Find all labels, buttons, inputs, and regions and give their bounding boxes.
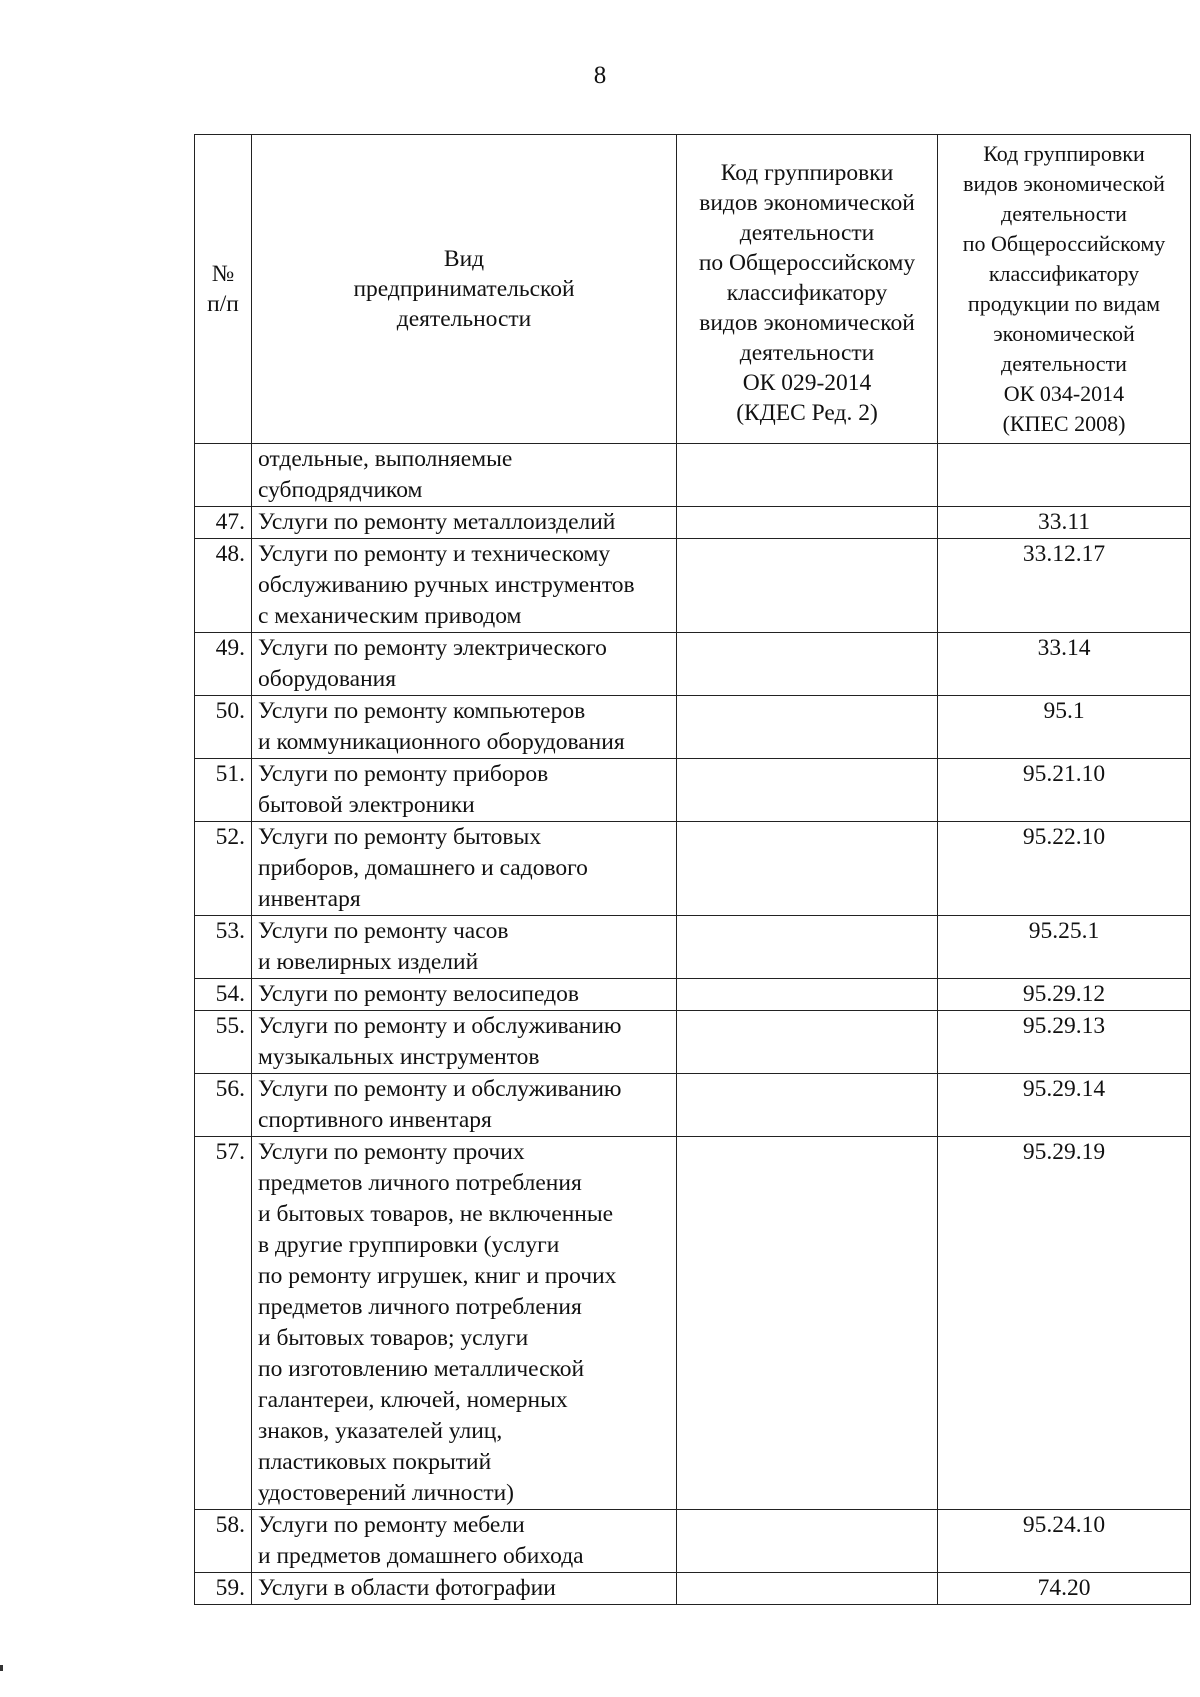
row-okpd-code: 95.24.10 bbox=[938, 1510, 1191, 1573]
row-okpd-code: 95.25.1 bbox=[938, 916, 1191, 979]
table-row bbox=[195, 759, 1191, 822]
row-okved-code bbox=[677, 633, 938, 696]
row-number bbox=[195, 444, 252, 507]
row-okved-code bbox=[677, 822, 938, 916]
header-okpd-code: Код группировки видов экономической деятельности по Общероссийскому классификатору продукции по видам экономической деятельности ОК 034-2014 (КПЕС 2008) bbox=[938, 135, 1191, 444]
table-row bbox=[195, 916, 1191, 979]
row-number: 49. bbox=[195, 633, 252, 696]
table-row bbox=[195, 1074, 1191, 1137]
row-okpd-code: 33.12.17 bbox=[938, 539, 1191, 633]
row-okpd-code: 95.22.10 bbox=[938, 822, 1191, 916]
row-activity-name: Услуги в области фотографии bbox=[252, 1573, 677, 1605]
row-number: 59. bbox=[195, 1573, 252, 1605]
table-row bbox=[195, 979, 1191, 1011]
row-okpd-code: 33.14 bbox=[938, 633, 1191, 696]
row-number: 47. bbox=[195, 507, 252, 539]
row-okved-code bbox=[677, 696, 938, 759]
row-activity-name: Услуги по ремонту металлоизделий bbox=[252, 507, 677, 539]
row-number: 50. bbox=[195, 696, 252, 759]
table-header-row bbox=[195, 135, 1191, 444]
row-activity-name: Услуги по ремонту электрического оборудования bbox=[252, 633, 677, 696]
row-number: 53. bbox=[195, 916, 252, 979]
row-okved-code bbox=[677, 539, 938, 633]
header-okved-code: Код группировки видов экономической деятельности по Общероссийскому классификатору видов экономической деятельности ОК 029-2014 (КДЕС Ред. 2) bbox=[677, 135, 938, 444]
row-activity-name: Услуги по ремонту компьютеров и коммуникационного оборудования bbox=[252, 696, 677, 759]
row-okpd-code: 95.29.13 bbox=[938, 1011, 1191, 1074]
row-okved-code bbox=[677, 1137, 938, 1510]
row-okved-code bbox=[677, 1573, 938, 1605]
header-number: № п/п bbox=[195, 135, 252, 444]
row-activity-name: отдельные, выполняемые субподрядчиком bbox=[252, 444, 677, 507]
row-okved-code bbox=[677, 1074, 938, 1137]
row-number: 51. bbox=[195, 759, 252, 822]
row-number: 58. bbox=[195, 1510, 252, 1573]
row-okved-code bbox=[677, 979, 938, 1011]
row-okpd-code: 74.20 bbox=[938, 1573, 1191, 1605]
table-row bbox=[195, 539, 1191, 633]
row-activity-name: Услуги по ремонту и техническому обслуживанию ручных инструментов с механическим приводом bbox=[252, 539, 677, 633]
row-activity-name: Услуги по ремонту и обслуживанию спортивного инвентаря bbox=[252, 1074, 677, 1137]
table-row bbox=[195, 1011, 1191, 1074]
row-activity-name: Услуги по ремонту бытовых приборов, домашнего и садового инвентаря bbox=[252, 822, 677, 916]
scan-edge-mark bbox=[0, 1665, 3, 1671]
page-number: 8 bbox=[593, 62, 607, 89]
row-activity-name: Услуги по ремонту приборов бытовой электроники bbox=[252, 759, 677, 822]
row-okpd-code: 95.29.12 bbox=[938, 979, 1191, 1011]
table-row bbox=[195, 1510, 1191, 1573]
table-row bbox=[195, 822, 1191, 916]
activity-codes-table bbox=[194, 134, 1191, 1605]
row-number: 48. bbox=[195, 539, 252, 633]
row-number: 56. bbox=[195, 1074, 252, 1137]
row-okpd-code: 33.11 bbox=[938, 507, 1191, 539]
row-activity-name: Услуги по ремонту мебели и предметов домашнего обихода bbox=[252, 1510, 677, 1573]
row-activity-name: Услуги по ремонту велосипедов bbox=[252, 979, 677, 1011]
row-activity-name: Услуги по ремонту прочих предметов личного потребления и бытовых товаров, не включенные в другие группировки (услуги по ремонту игрушек, книг и прочих предметов личного потребления и бытовых товаров; услуги по изготовлению металлической галантереи, ключей, номерных знаков, указателей улиц, пластиковых покрытий удостоверений личности) bbox=[252, 1137, 677, 1510]
row-okpd-code: 95.1 bbox=[938, 696, 1191, 759]
row-okpd-code: 95.21.10 bbox=[938, 759, 1191, 822]
row-number: 55. bbox=[195, 1011, 252, 1074]
row-activity-name: Услуги по ремонту часов и ювелирных изделий bbox=[252, 916, 677, 979]
row-okved-code bbox=[677, 507, 938, 539]
row-activity-name: Услуги по ремонту и обслуживанию музыкальных инструментов bbox=[252, 1011, 677, 1074]
row-number: 52. bbox=[195, 822, 252, 916]
table-row bbox=[195, 1137, 1191, 1510]
row-okpd-code: 95.29.19 bbox=[938, 1137, 1191, 1510]
table-row bbox=[195, 507, 1191, 539]
row-okved-code bbox=[677, 916, 938, 979]
table-row bbox=[195, 444, 1191, 507]
row-okpd-code: 95.29.14 bbox=[938, 1074, 1191, 1137]
row-number: 54. bbox=[195, 979, 252, 1011]
row-number: 57. bbox=[195, 1137, 252, 1510]
table-row bbox=[195, 1573, 1191, 1605]
row-okved-code bbox=[677, 1011, 938, 1074]
row-okved-code bbox=[677, 759, 938, 822]
table-row bbox=[195, 633, 1191, 696]
header-activity-type: Вид предпринимательской деятельности bbox=[252, 135, 677, 444]
table-body bbox=[195, 444, 1191, 1605]
table-row bbox=[195, 696, 1191, 759]
row-okved-code bbox=[677, 1510, 938, 1573]
row-okved-code bbox=[677, 444, 938, 507]
row-okpd-code bbox=[938, 444, 1191, 507]
